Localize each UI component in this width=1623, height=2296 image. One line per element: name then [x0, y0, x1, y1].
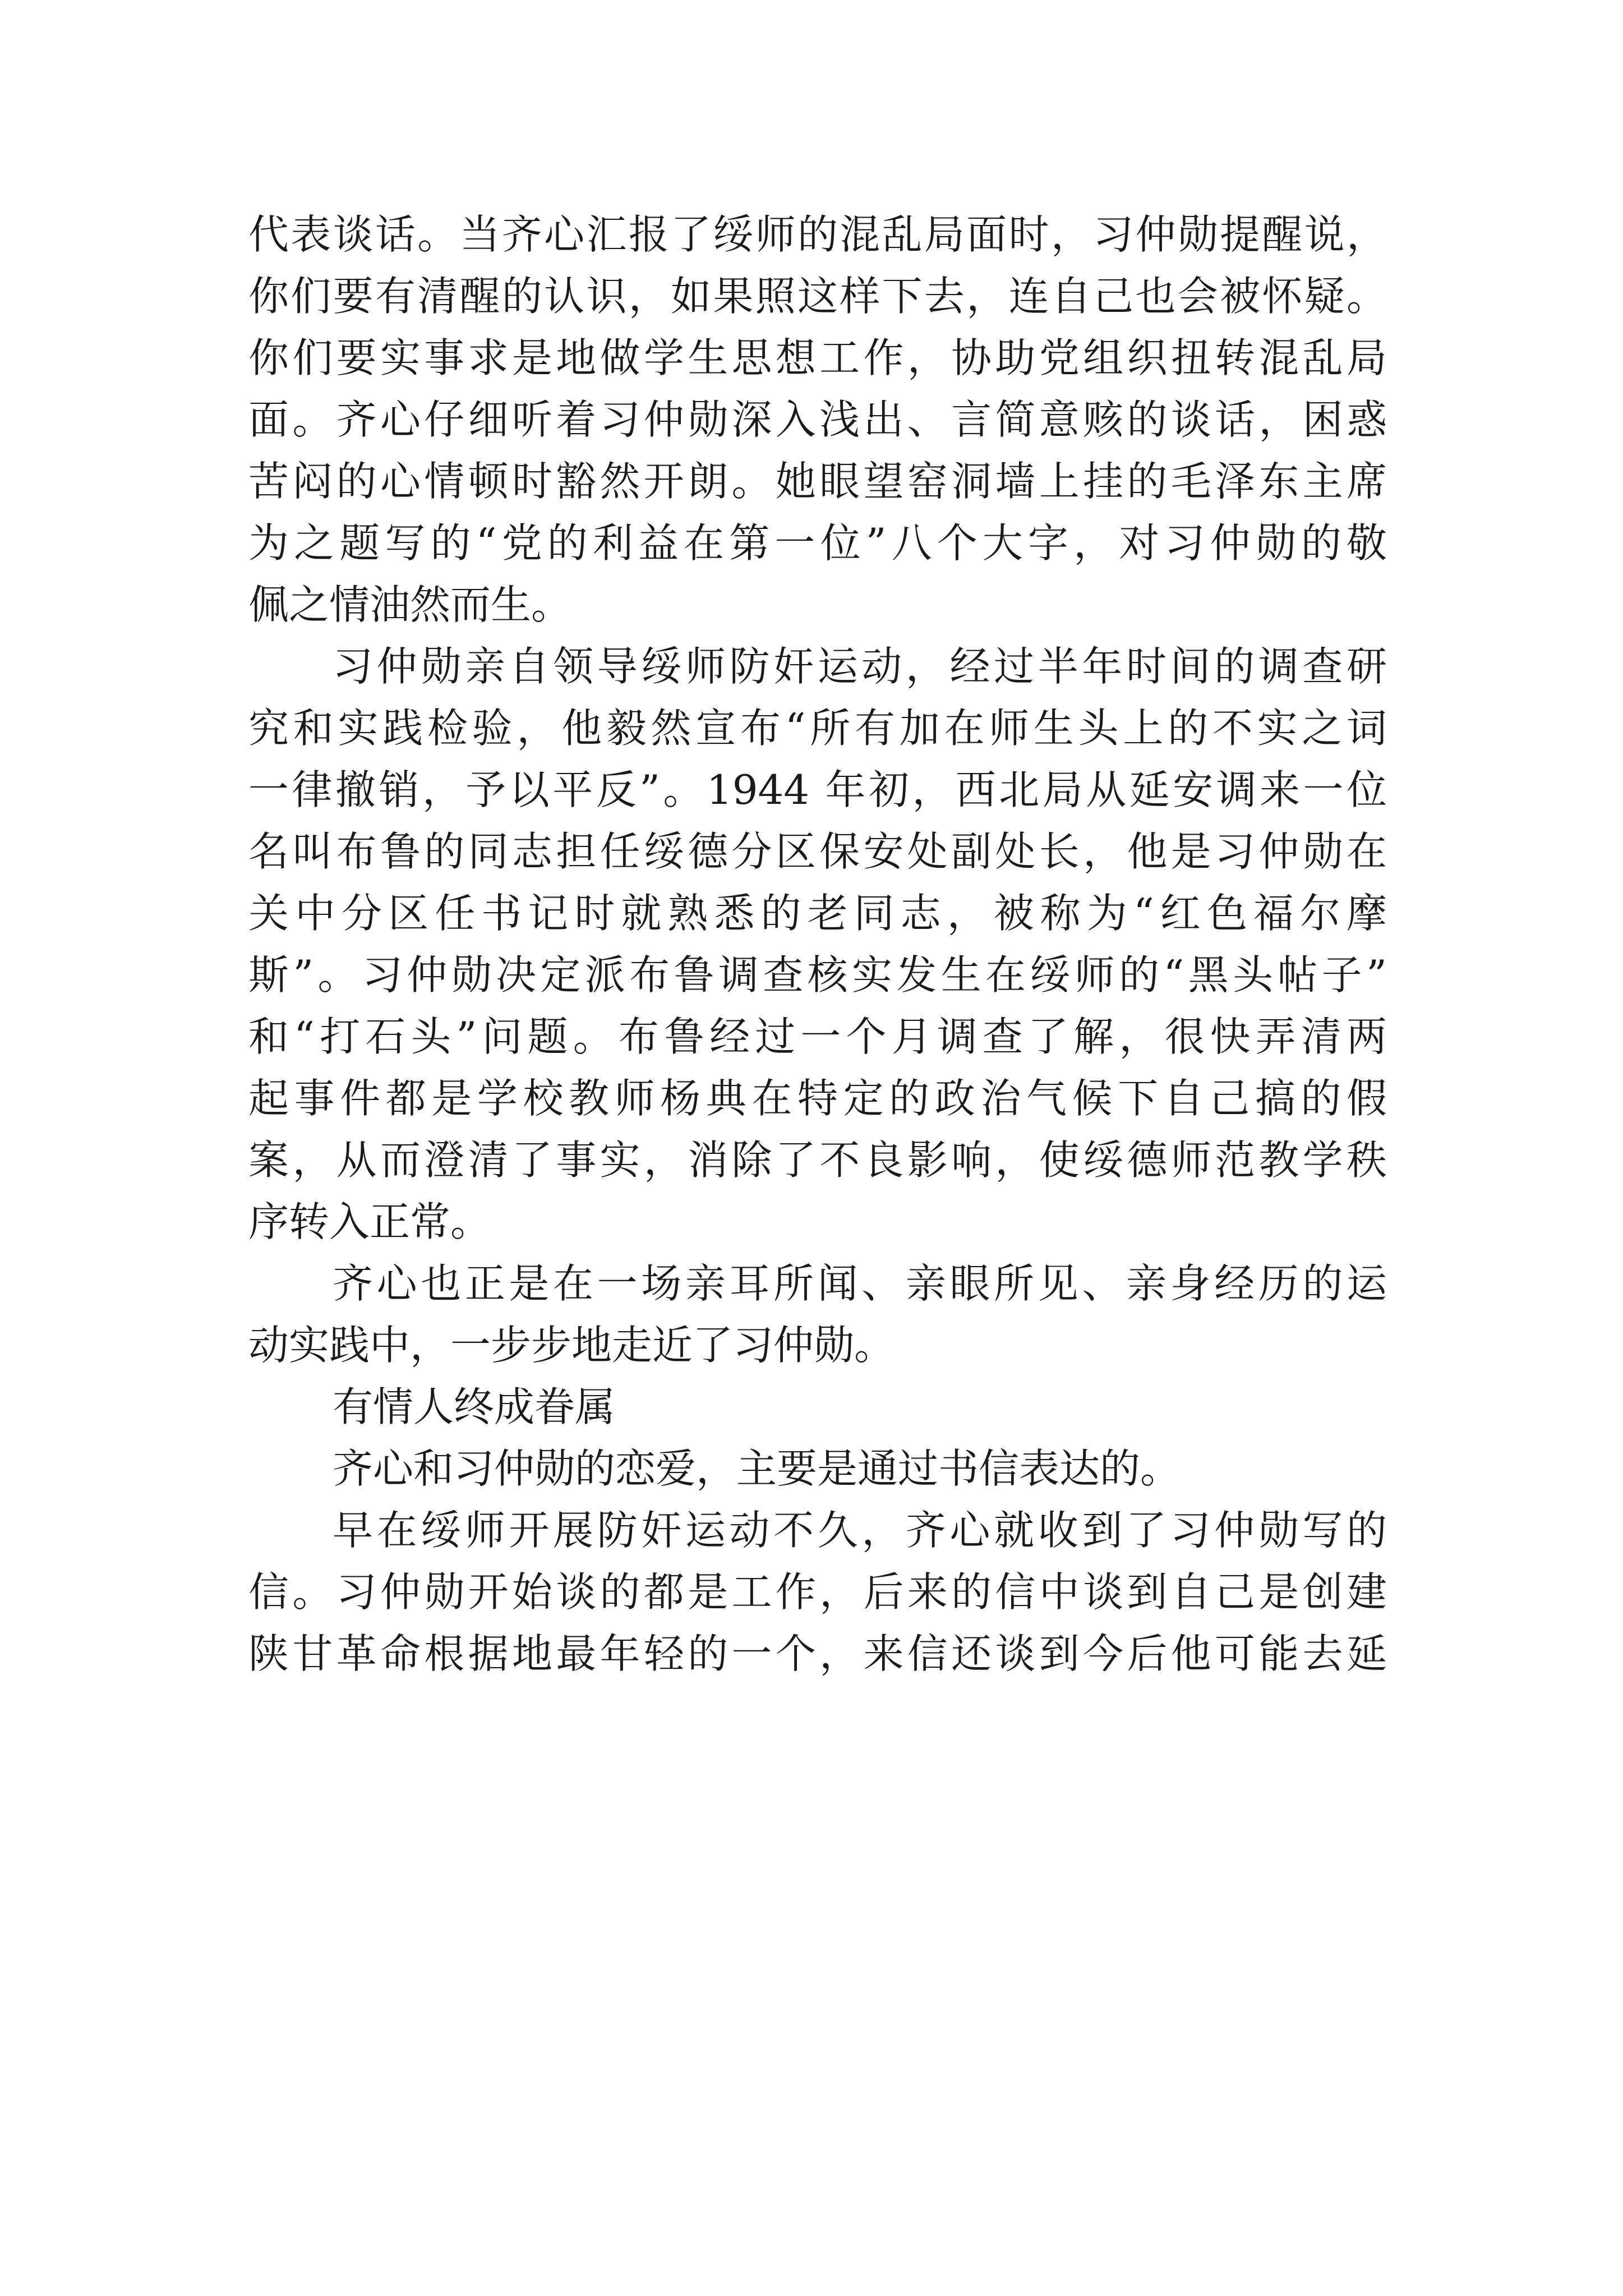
- text-line: 齐心也正是在一场亲耳所闻、亲眼所见、亲身经历的运: [333, 1260, 1387, 1307]
- text-line: 案，从而澄清了事实，消除了不良影响，使绥德师范教学秩: [248, 1137, 1387, 1184]
- text-line: 早在绥师开展防奸运动不久，齐心就收到了习仲勋写的: [333, 1507, 1387, 1554]
- text-line: 究和实践检验，他毅然宣布“所有加在师生头上的不实之词: [248, 705, 1387, 752]
- text-line: 为之题写的“党的利益在第一位”八个大字，对习仲勋的敬: [248, 519, 1387, 567]
- text-line: 有情人终成眷属: [333, 1383, 616, 1430]
- text-line: 一律撤销，予以平反”。1944 年初，西北局从延安调来一位: [248, 766, 1387, 813]
- text-line: 动实践中，一步步地走近了习仲勋。: [248, 1322, 895, 1369]
- text-line: 起事件都是学校教师杨典在特定的政治气候下自己搞的假: [248, 1075, 1387, 1122]
- text-line: 苦闷的心情顿时豁然开朗。她眼望窑洞墙上挂的毛泽东主席: [248, 458, 1387, 505]
- text-line: 习仲勋亲自领导绥师防奸运动，经过半年时间的调查研: [333, 643, 1387, 690]
- text-line: 关中分区任书记时就熟悉的老同志，被称为“红色福尔摩: [248, 890, 1387, 937]
- text-line: 你们要有清醒的认识，如果照这样下去，连自己也会被怀疑。: [248, 273, 1387, 320]
- text-line: 信。习仲勋开始谈的都是工作，后来的信中谈到自己是创建: [248, 1568, 1387, 1616]
- text-line: 佩之情油然而生。: [248, 581, 572, 628]
- text-line: 序转入正常。: [248, 1198, 491, 1245]
- text-line: 和“打石头”问题。布鲁经过一个月调查了解，很快弄清两: [248, 1013, 1387, 1060]
- text-line: 斯”。习仲勋决定派布鲁调查核实发生在绥师的“黑头帖子”: [248, 951, 1387, 999]
- body-text: [248, 204, 1387, 1685]
- text-line: 陕甘革命根据地最年轻的一个，来信还谈到今后他可能去延: [248, 1630, 1387, 1677]
- text-line: 齐心和习仲勋的恋爱，主要是通过书信表达的。: [333, 1445, 1181, 1492]
- text-line: 你们要实事求是地做学生思想工作，协助党组织扭转混乱局: [248, 334, 1387, 381]
- text-line: 面。齐心仔细听着习仲勋深入浅出、言简意赅的谈话，困惑: [248, 396, 1387, 443]
- text-line: 代表谈话。当齐心汇报了绥师的混乱局面时，习仲勋提醒说，: [248, 211, 1387, 258]
- text-line: 名叫布鲁的同志担任绥德分区保安处副处长，他是习仲勋在: [248, 828, 1387, 875]
